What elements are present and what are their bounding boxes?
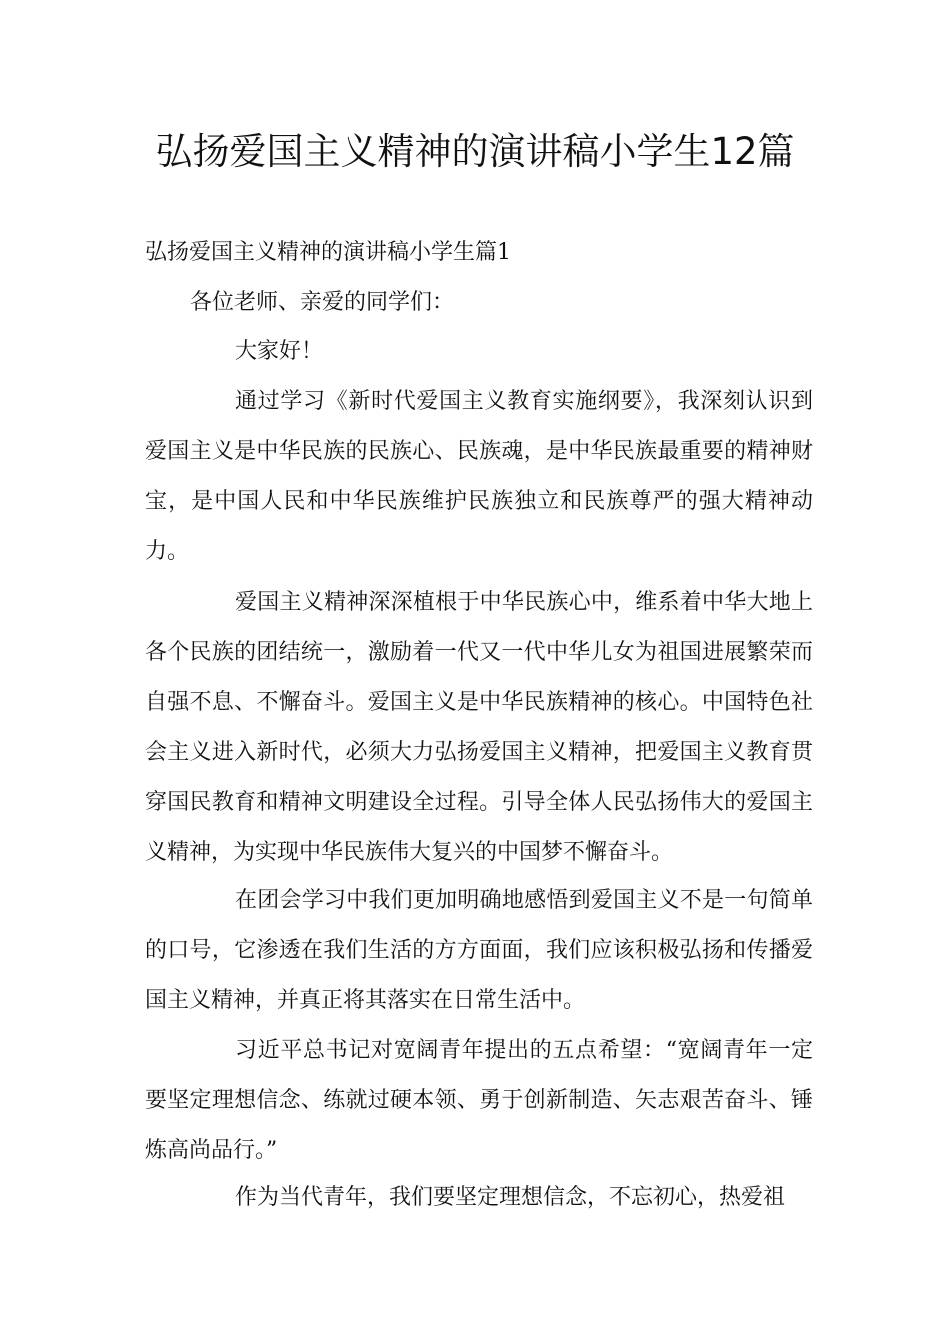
section-heading: 弘扬爱国主义精神的演讲稿小学生篇1 (145, 240, 511, 265)
body-paragraph: 作为当代青年，我们要坚定理想信念，不忘初心，热爱祖 (235, 1185, 786, 1210)
body-paragraph: 爱国主义精神深深植根于中华民族心中，维系着中华大地上各个民族的团结统一，激励着一代又一代中华儿女为祖国进展繁荣而自强不息、不懈奋斗。爱国主义是中华民族精神的核心。中国特色社会主义进入新时代，必须大力弘扬爱国主义精神，把爱国主义教育贯穿国民教育和精神文明建设全过程。引导全体人民弘扬伟大的爱国主义精神，为实现中华民族伟大复兴的中国梦不懈奋斗。 (145, 590, 813, 865)
body-paragraph: 在团会学习中我们更加明确地感悟到爱国主义不是一句简单的口号，它渗透在我们生活的方方面面，我们应该积极弘扬和传播爱国主义精神，并真正将其落实在日常生活中。 (145, 888, 813, 1013)
greeting-paragraph: 大家好！ (235, 339, 324, 364)
document-title: 弘扬爱国主义精神的演讲稿小学生12篇 (155, 130, 795, 173)
body-paragraph: 习近平总书记对宽阔青年提出的五点希望：“宽阔青年一定要坚定理想信念、练就过硬本领、勇于创新制造、矢志艰苦奋斗、锤炼高尚品行。” (145, 1038, 813, 1163)
salutation: 各位老师、亲爱的同学们： (190, 290, 455, 315)
body-paragraph: 通过学习《新时代爱国主义教育实施纲要》，我深刻认识到爱国主义是中华民族的民族心、民族魂，是中华民族最重要的精神财宝，是中国人民和中华民族维护民族独立和民族尊严的强大精神动力。 (145, 389, 813, 564)
